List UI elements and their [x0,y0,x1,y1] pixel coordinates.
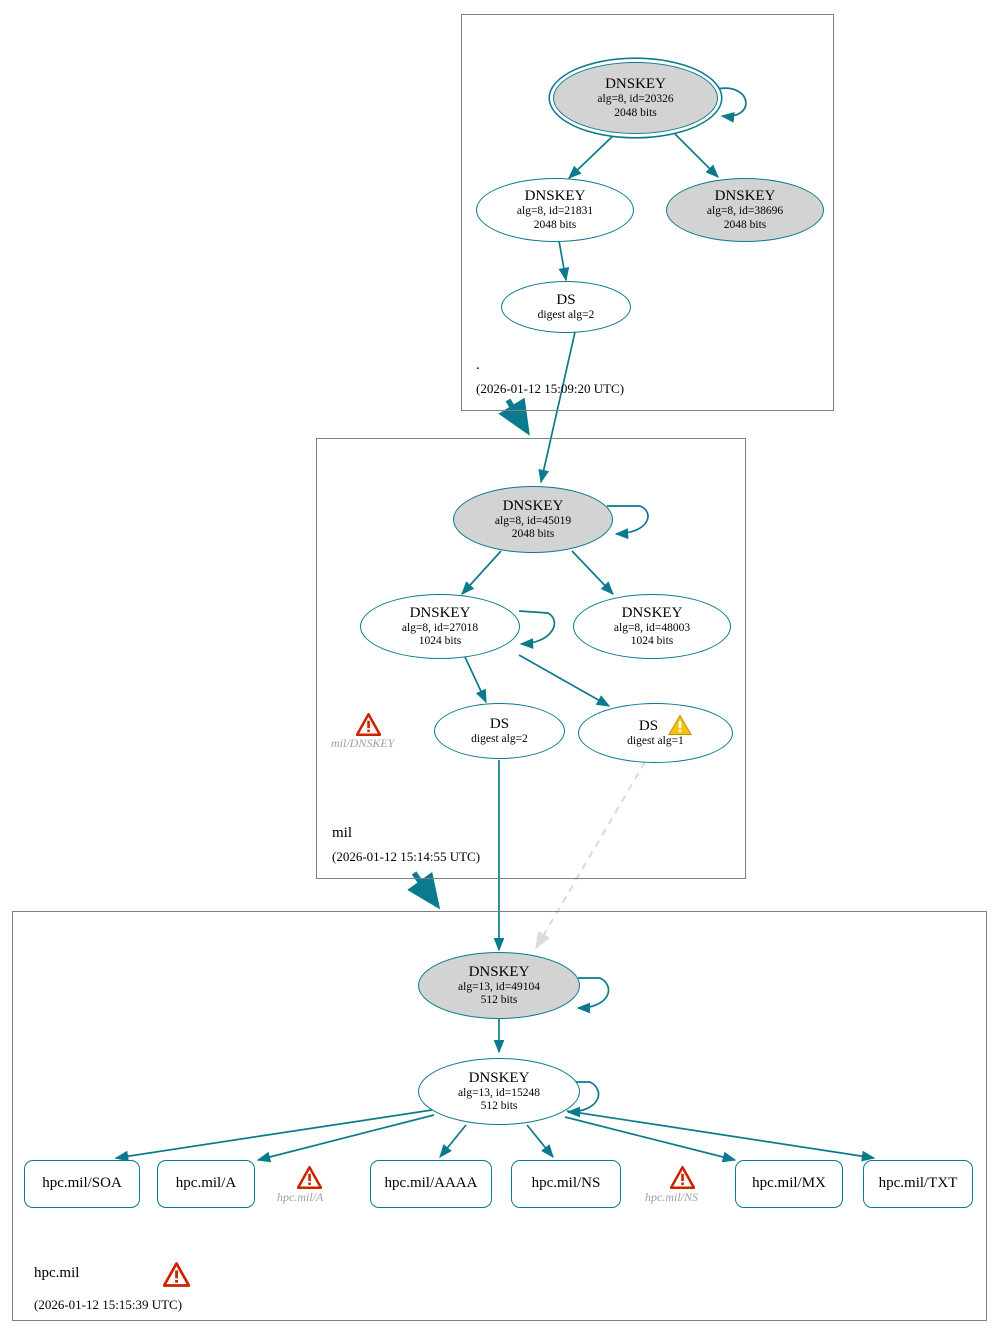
zone-label-root: . [476,357,480,373]
node-title: DNSKEY [502,497,564,514]
rrset-label: hpc.mil/NS [531,1175,601,1192]
node-keysize: 1024 bits [630,635,674,648]
rrset-hpc-mil-a[interactable] [157,1160,255,1208]
rrset-label: hpc.mil/TXT [878,1175,958,1192]
error-label-hpc-mil-ns: hpc.mil/NS [645,1190,698,1204]
node-title: DNSKEY [468,963,530,980]
rrset-hpc-mil-txt[interactable] [863,1160,973,1208]
zone-label-hpcmil: hpc.mil [34,1265,80,1281]
node-keysize: 2048 bits [533,218,577,231]
node-dnskey-27018[interactable] [360,594,520,659]
zone-timestamp-hpcmil: (2026-01-12 15:15:39 UTC) [34,1297,183,1312]
node-dnskey-45019[interactable] [453,486,613,553]
node-ds-mil-digest1[interactable] [578,703,733,763]
node-keysize: 1024 bits [418,635,462,648]
node-dnskey-15248[interactable] [418,1058,580,1125]
node-subtitle: alg=13, id=49104 [458,980,540,993]
zone-label-mil: mil [332,825,353,841]
rrset-hpc-mil-aaaa[interactable] [370,1160,492,1208]
node-subtitle: digest alg=1 [627,735,684,748]
error-label-hpc-mil-a: hpc.mil/A [277,1190,324,1204]
error-label-mil-dnskey: mil/DNSKEY [331,736,395,750]
node-subtitle: digest alg=2 [471,733,528,746]
rrset-hpc-mil-soa[interactable] [24,1160,140,1208]
node-title: DNSKEY [605,76,666,93]
node-subtitle: alg=8, id=45019 [494,514,572,527]
node-dnskey-38696[interactable] [666,178,824,242]
node-subtitle: alg=8, id=21831 [516,205,594,218]
node-title: DNSKEY [524,188,586,205]
zone-timestamp-root: (2026-01-12 15:09:20 UTC) [476,381,625,396]
node-subtitle: alg=8, id=38696 [706,205,784,218]
node-ds-mil-digest2[interactable] [434,703,565,759]
node-title: DS [489,715,510,732]
node-keysize: 512 bits [480,994,518,1007]
node-title: DNSKEY [409,604,471,621]
warning-triangle-icon [668,714,692,741]
node-keysize: 2048 bits [723,218,767,231]
rrset-hpc-mil-mx[interactable] [735,1160,843,1208]
node-dnskey-20326[interactable] [553,62,718,134]
node-keysize: 2048 bits [511,528,555,541]
node-title: DNSKEY [714,188,776,205]
node-ds-root-digest2[interactable] [501,281,631,333]
node-dnskey-48003[interactable] [573,594,731,659]
node-title: DS [638,717,659,734]
node-keysize: 512 bits [480,1100,518,1113]
error-triangle-icon [163,1262,190,1292]
node-subtitle: alg=13, id=15248 [458,1086,540,1099]
node-title: DNSKEY [621,604,683,621]
node-title: DS [556,291,576,308]
node-dnskey-21831[interactable] [476,178,634,242]
node-subtitle: alg=8, id=20326 [597,93,674,106]
rrset-label: hpc.mil/A [175,1175,237,1192]
rrset-label: hpc.mil/SOA [42,1175,122,1192]
node-subtitle: alg=8, id=27018 [401,621,479,634]
zone-timestamp-mil: (2026-01-12 15:14:55 UTC) [332,849,481,864]
rrset-hpc-mil-ns[interactable] [511,1160,621,1208]
node-subtitle: digest alg=2 [537,309,595,322]
rrset-label: hpc.mil/MX [752,1175,826,1192]
node-keysize: 2048 bits [614,106,657,119]
node-dnskey-49104[interactable] [418,952,580,1019]
node-title: DNSKEY [468,1069,530,1086]
rrset-label: hpc.mil/AAAA [384,1175,478,1192]
node-subtitle: alg=8, id=48003 [613,621,691,634]
